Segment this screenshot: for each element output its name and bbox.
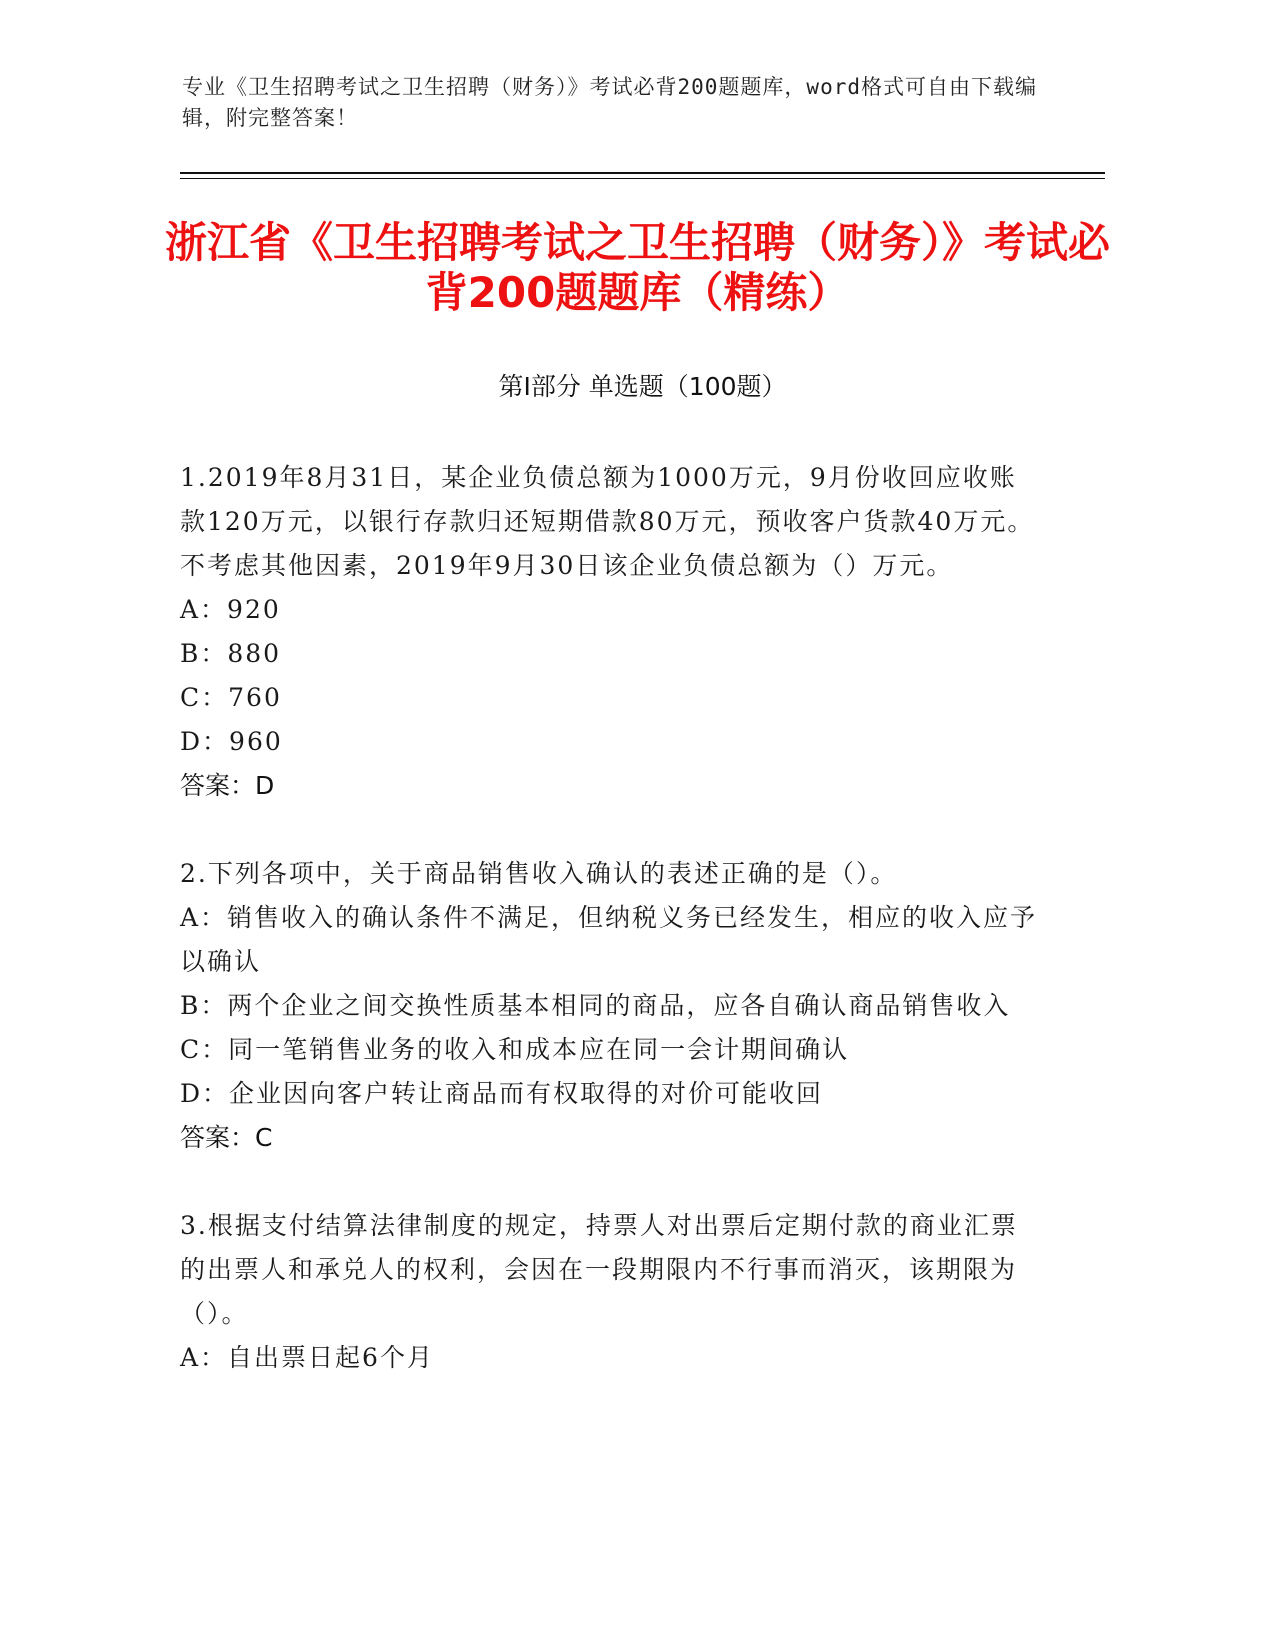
option-a: A：自出票日起6个月 xyxy=(180,1343,434,1372)
option-c: C：同一笔销售业务的收入和成本应在同一会计期间确认 xyxy=(180,1035,850,1064)
option-a: A：销售收入的确认条件不满足，但纳税义务已经发生，相应的收入应予以确认 xyxy=(180,903,1038,976)
header-divider xyxy=(180,172,1105,174)
option-b: B：880 xyxy=(180,639,282,668)
question-1 xyxy=(180,456,1040,808)
question-3 xyxy=(180,1204,1040,1380)
header-divider-thin xyxy=(180,178,1105,179)
question-answer: 答案：C xyxy=(180,1123,273,1152)
option-a: A：920 xyxy=(180,595,281,624)
section-title: 第Ⅰ部分 单选题（100题） xyxy=(498,372,787,401)
question-list xyxy=(180,456,1040,1424)
option-d: D：960 xyxy=(180,727,283,756)
question-stem: 3.根据支付结算法律制度的规定，持票人对出票后定期付款的商业汇票的出票人和承兑人的权利，会因在一段期限内不行事而消灭，该期限为（）。 xyxy=(180,1211,1018,1328)
question-answer: 答案：D xyxy=(180,771,275,800)
option-d: D：企业因向客户转让商品而有权取得的对价可能收回 xyxy=(180,1079,824,1108)
question-stem: 2.下列各项中，关于商品销售收入确认的表述正确的是（）。 xyxy=(180,859,898,888)
question-stem: 1.2019年8月31日，某企业负债总额为1000万元，9月份收回应收账款120万元，以银行存款归还短期借款80万元，预收客户货款40万元。不考虑其他因素，2019年9月30日该企业负债总额为（）万元。 xyxy=(180,463,1035,580)
option-b: B：两个企业之间交换性质基本相同的商品，应各自确认商品销售收入 xyxy=(180,991,1011,1020)
document-title: 浙江省《卫生招聘考试之卫生招聘（财务）》考试必背200题题库（精练） xyxy=(164,218,1110,317)
option-c: C：760 xyxy=(180,683,282,712)
header-note: 专业《卫生招聘考试之卫生招聘（财务）》考试必背200题题库，word格式可自由下载编辑，附完整答案！ xyxy=(182,75,1037,130)
question-2 xyxy=(180,852,1040,1160)
